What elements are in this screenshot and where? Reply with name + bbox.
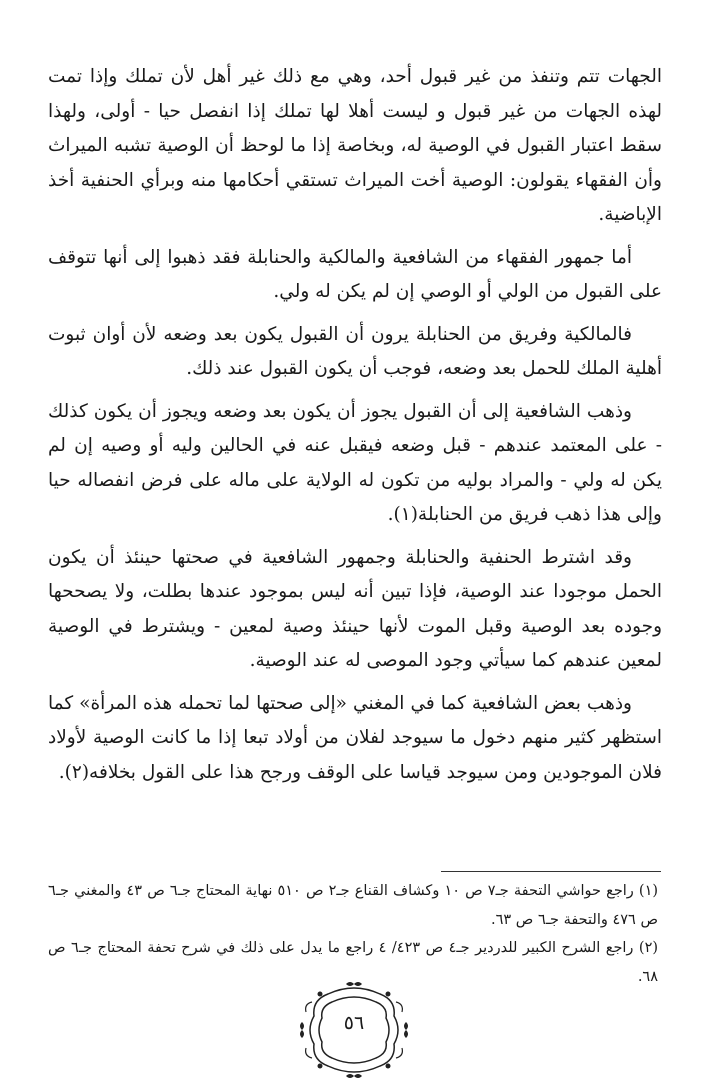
paragraph: وقد اشترط الحنفية والحنابلة وجمهور الشافعية في صحتها حينئذ أن يكون الحمل موجودا عند الوصية، فإذا تبين أنه ليس بموجود عندها بطلت، ولا يصححها وجوده بعد الوصية وقبل الموت لأنها حينئذ وصية لمعين - ويشترط في الوصية لمعين عندهم كما سيأتي وجود الموصى له عند الوصية.: [48, 546, 662, 671]
footnote-divider: [441, 871, 661, 872]
paragraph: أما جمهور الفقهاء من الشافعية والمالكية والحنابلة فقد ذهبوا إلى أنها تتوقف على القبول من الولي أو الوصي إن لم يكن له ولي.: [48, 246, 662, 302]
paragraph: فالمالكية وفريق من الحنابلة يرون أن القبول يكون بعد وضعه لأن أوان ثبوت أهلية الملك للحمل بعد وضعه، فوجب أن يكون القبول عند ذلك.: [48, 323, 662, 379]
footnote: (١) راجع حواشي التحفة جـ٧ ص ١٠ وكشاف القناع جـ٢ ص ٥١٠ نهاية المحتاج جـ٦ ص ٤٣ والمغني جـ٦ ص ٤٧٦ والتحفة جـ٦ ص ٦٣.: [48, 883, 659, 928]
paragraph: وذهب بعض الشافعية كما في المغني «إلى صحتها لما تحمله هذه المرأة» كما استظهر كثير منهم دخول ما سيوجد لفلان من أولاد تبعا إذا ما كانت الوصية لأولاد فلان الموجودين ومن سيوجد قياسا على الوقف ورجح هذا على القول بخلافه(٢).: [48, 692, 662, 783]
footnote: (٢) راجع الشرح الكبير للدردير جـ٤ ص ٤٢٣/ ٤ راجع ما يدل على ذلك في شرح تحفة المحتاج جـ٦ ص ٦٨.: [48, 940, 659, 985]
page-number: ٥٦: [343, 1012, 365, 1034]
paragraph: الجهات تتم وتنفذ من غير قبول أحد، وهي مع ذلك غير أهل لأن تملك وإذا تمت لهذه الجهات من غير قبول و ليست أهلا لها تملك إذا انفصل حيا - أولى، ولهذا سقط اعتبار القبول في الوصية له، وبخاصة إذا ما لوحظ أن الوصية تشبه الميراث وأن الفقهاء يقولون: الوصية أخت الميراث تستقي أحكامها منه وبرأي الحنفية أخذ الإباضية.: [48, 66, 662, 225]
main-text: [48, 60, 662, 798]
page-number-ornament: [298, 980, 410, 1080]
paragraph: وذهب الشافعية إلى أن القبول يجوز أن يكون بعد وضعه ويجوز أن يكون كذلك - على المعتمد عندهم - قبل وضعه فيقبل عنه في الحالين وليه أو وصيه إن لم يكن له ولي - والمراد بوليه من تكون له الولاية على ماله على فرض انفصاله حيا وإلى هذا ذهب فريق من الحنابلة(١).: [48, 400, 662, 525]
footnotes: [48, 877, 662, 991]
